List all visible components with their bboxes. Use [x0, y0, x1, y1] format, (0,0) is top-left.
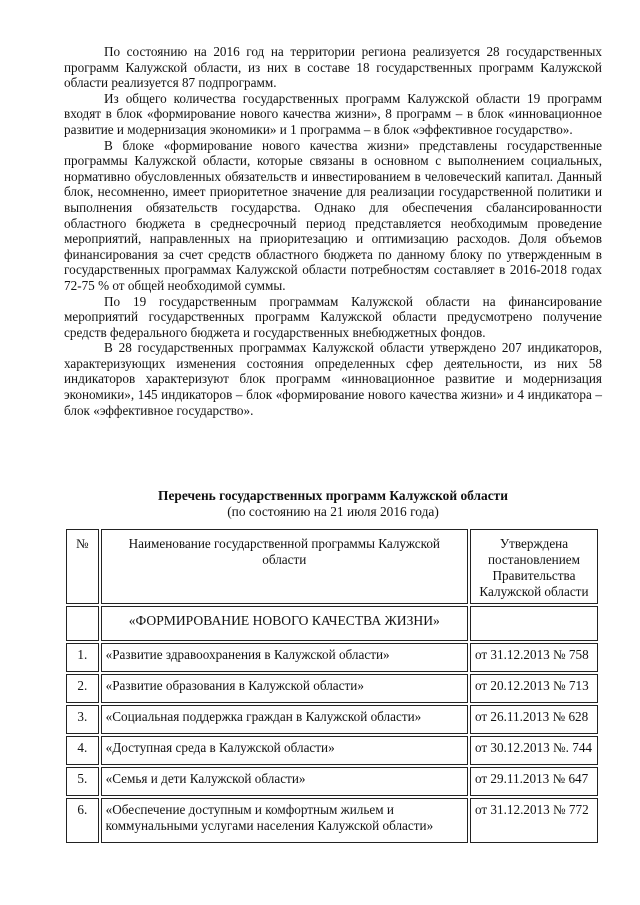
paragraph: По состоянию на 2016 год на территории региона реализуется 28 государственных программ Калужской области, из них в составе 18 государственных программ Калужской области реализуется 87 подпрограмм. — [64, 44, 602, 91]
row-name: «Доступная среда в Калужской области» — [101, 736, 468, 765]
table-row — [66, 705, 598, 734]
row-num: 6. — [66, 798, 99, 843]
row-num: 4. — [66, 736, 99, 765]
row-doc: от 31.12.2013 № 772 — [470, 798, 598, 843]
body-text — [64, 44, 602, 418]
row-num: 1. — [66, 643, 99, 672]
row-num: 5. — [66, 767, 99, 796]
list-title-date: (по состоянию на 21 июля 2016 года) — [227, 504, 439, 519]
table-row — [66, 736, 598, 765]
paragraph: Из общего количества государственных программ Калужской области 19 программ входят в блок «формирование нового качества жизни», 8 программ – в блок «инновационное развитие и модернизация экономики» и 1 программа – в блок «эффективное государство». — [64, 90, 602, 137]
list-title-main: Перечень государственных программ Калужской области — [158, 488, 508, 503]
list-title — [64, 488, 602, 520]
row-name: «Обеспечение доступным и комфортным жильем и коммунальными услугами населения Калужской области» — [101, 798, 468, 843]
header-num: № — [66, 529, 99, 604]
row-num: 3. — [66, 705, 99, 734]
programs-table — [64, 527, 600, 845]
section-doc-cell — [470, 606, 598, 641]
section-num-cell — [66, 606, 99, 641]
row-doc: от 31.12.2013 № 758 — [470, 643, 598, 672]
table-row — [66, 767, 598, 796]
row-name: «Развитие образования в Калужской области» — [101, 674, 468, 703]
row-doc: от 29.11.2013 № 647 — [470, 767, 598, 796]
paragraph: В блоке «формирование нового качества жизни» представлены государственные программы Калужской области, которые связаны в основном с выполнением социальных, нормативно обусловленных обязательств и инвестированием в человеческий капитал. Данный блок, несомненно, имеет приоритетное значение для реализации государственной политики и выполнения обязательств государства. Однако для обеспечения сбалансированности областного бюджета в среднесрочный период представляется необходимым проведение мероприятий, направленных на приоритезацию и оптимизацию расходов. Доля объемов финансирования за счет средств областного бюджета по данному блоку по утвержденным в государственных программах Калужской области потребностям составляет в 2016-2018 годах 72-75 % от общей необходимой суммы. — [64, 137, 602, 293]
row-doc: от 26.11.2013 № 628 — [470, 705, 598, 734]
table-row — [66, 674, 598, 703]
row-num: 2. — [66, 674, 99, 703]
table-header-row — [66, 529, 598, 604]
row-name: «Семья и дети Калужской области» — [101, 767, 468, 796]
section-row — [66, 606, 598, 641]
table-row — [66, 643, 598, 672]
row-name: «Развитие здравоохранения в Калужской области» — [101, 643, 468, 672]
paragraph: По 19 государственным программам Калужской области на финансирование мероприятий государственных программ Калужской области предусмотрено получение средств федерального бюджета и государственных внебюджетных фондов. — [64, 293, 602, 340]
table-row — [66, 798, 598, 843]
header-doc: Утверждена постановлением Правительства Калужской области — [470, 529, 598, 604]
row-name: «Социальная поддержка граждан в Калужской области» — [101, 705, 468, 734]
header-name: Наименование государственной программы Калужской области — [101, 529, 468, 604]
row-doc: от 20.12.2013 № 713 — [470, 674, 598, 703]
row-doc: от 30.12.2013 №. 744 — [470, 736, 598, 765]
paragraph: В 28 государственных программах Калужской области утверждено 207 индикаторов, характеризующих изменения состояния определенных сфер деятельности, из них 58 индикаторов характеризуют блок программ «инновационное развитие и модернизация экономики», 145 индикаторов – блок «формирование нового качества жизни» и 4 индикатора – блок «эффективное государство». — [64, 340, 602, 418]
section-title: «ФОРМИРОВАНИЕ НОВОГО КАЧЕСТВА ЖИЗНИ» — [101, 606, 468, 641]
